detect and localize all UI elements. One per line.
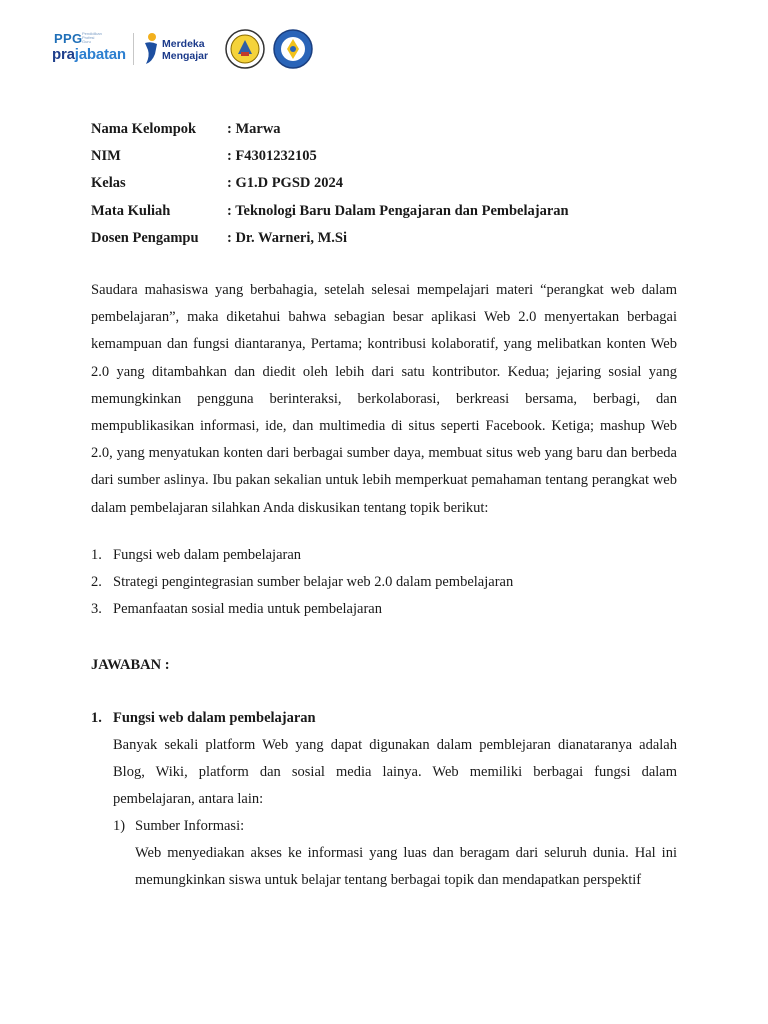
info-row-nim: [91, 143, 569, 170]
list-text: Pemanfaatan sosial media untuk pembelajaran: [113, 601, 382, 618]
topic-list: [91, 542, 513, 624]
merdeka-mengajar-logo: [142, 29, 222, 69]
list-number: 1.: [91, 547, 102, 564]
info-value: : F4301232105: [227, 148, 317, 165]
list-item: [91, 542, 513, 569]
info-row-mata-kuliah: [91, 198, 569, 225]
merdeka-mengajar-text: Merdeka Mengajar: [162, 38, 209, 62]
info-label: Kelas: [91, 175, 126, 192]
university-emblem-icon: [224, 28, 266, 70]
info-value: : Dr. Warneri, M.Si: [227, 229, 348, 246]
tut-wuri-handayani-icon: [272, 28, 314, 70]
ppg-logo-divider: [133, 33, 134, 65]
subsection-number: 1): [113, 818, 126, 834]
info-value: : Teknologi Baru Dalam Pengajaran dan Pembelajaran: [227, 202, 569, 219]
ppg-logo-prajabatan-text: prajabatan: [52, 46, 126, 63]
student-info-block: [91, 116, 569, 252]
ppg-logo-small-text: PPG: [54, 31, 83, 46]
ppg-prajabatan-logo: [52, 29, 132, 69]
list-text: Fungsi web dalam pembelajaran: [113, 547, 302, 564]
info-value: : Marwa: [227, 121, 281, 138]
list-number: 2.: [91, 574, 102, 591]
info-label: NIM: [91, 148, 121, 165]
section-number: 1.: [91, 710, 102, 726]
info-row-dosen-pengampu: [91, 225, 569, 252]
merdeka-mengajar-icon: [142, 32, 160, 66]
info-row-nama-kelompok: [91, 116, 569, 143]
list-number: 3.: [91, 601, 102, 618]
section-1-paragraph: Banyak sekali platform Web yang dapat digunakan dalam pemblejaran dianataranya adalah Blog, Wiki, platform dan sosial media lainya. Web memiliki berbagai fungsi dalam pembelajaran, antara lain:: [113, 737, 677, 808]
info-label: Mata Kuliah: [91, 202, 171, 219]
section-1-heading: [91, 705, 316, 732]
list-item: [91, 569, 513, 596]
ppg-logo-tagline: Pendidikan Profesi Guru: [82, 31, 102, 44]
info-label: Dosen Pengampu: [91, 229, 199, 246]
subsection-1-paragraph: Web menyediakan akses ke informasi yang luas dan beragam dari seluruh dunia. Hal ini memungkinkan siswa untuk belajar tentang berbagai topik dan mendapatkan perspektif: [135, 845, 677, 889]
info-row-kelas: [91, 170, 569, 197]
subsection-title: Sumber Informasi:: [135, 818, 245, 834]
subsection-1-heading: [113, 813, 244, 840]
intro-paragraph: Saudara mahasiswa yang berbahagia, setelah selesai mempelajari materi “perangkat web dalam pembelajaran”, maka diketahui bahwa sebagian besar aplikasi Web 2.0 menyertakan berbagai kemampuan dan fungsi diantaranya, Pertama; kontribusi kolaboratif, yang melibatkan konten Web 2.0 yang ditambahkan dan diedit oleh lebih dari satu kontributor. Kedua; jejaring sosial yang memungkinkan pengguna berinteraksi, berkolaborasi, berkreasi bersama, berbagi, dan mempublikasikan informasi, ide, dan multimedia di situs seperti Facebook. Ketiga; mashup Web 2.0, yang menyatukan konten dari berbagai sumber daya, membuat situs web yang baru dan berbeda dari sumber aslinya. Ibu pakan sekalian untuk lebih memperkuat pemahaman tentang perangkat web dalam pembelajaran silahkan Anda diskusikan tentang topik berikut:: [91, 282, 677, 516]
section-title: Fungsi web dalam pembelajaran: [113, 710, 316, 726]
info-label: Nama Kelompok: [91, 121, 197, 138]
jawaban-heading: JAWABAN :: [91, 657, 170, 673]
info-value: : G1.D PGSD 2024: [227, 175, 343, 192]
list-text: Strategi pengintegrasian sumber belajar web 2.0 dalam pembelajaran: [113, 574, 514, 591]
header-logos: [52, 26, 314, 72]
list-item: [91, 596, 513, 623]
